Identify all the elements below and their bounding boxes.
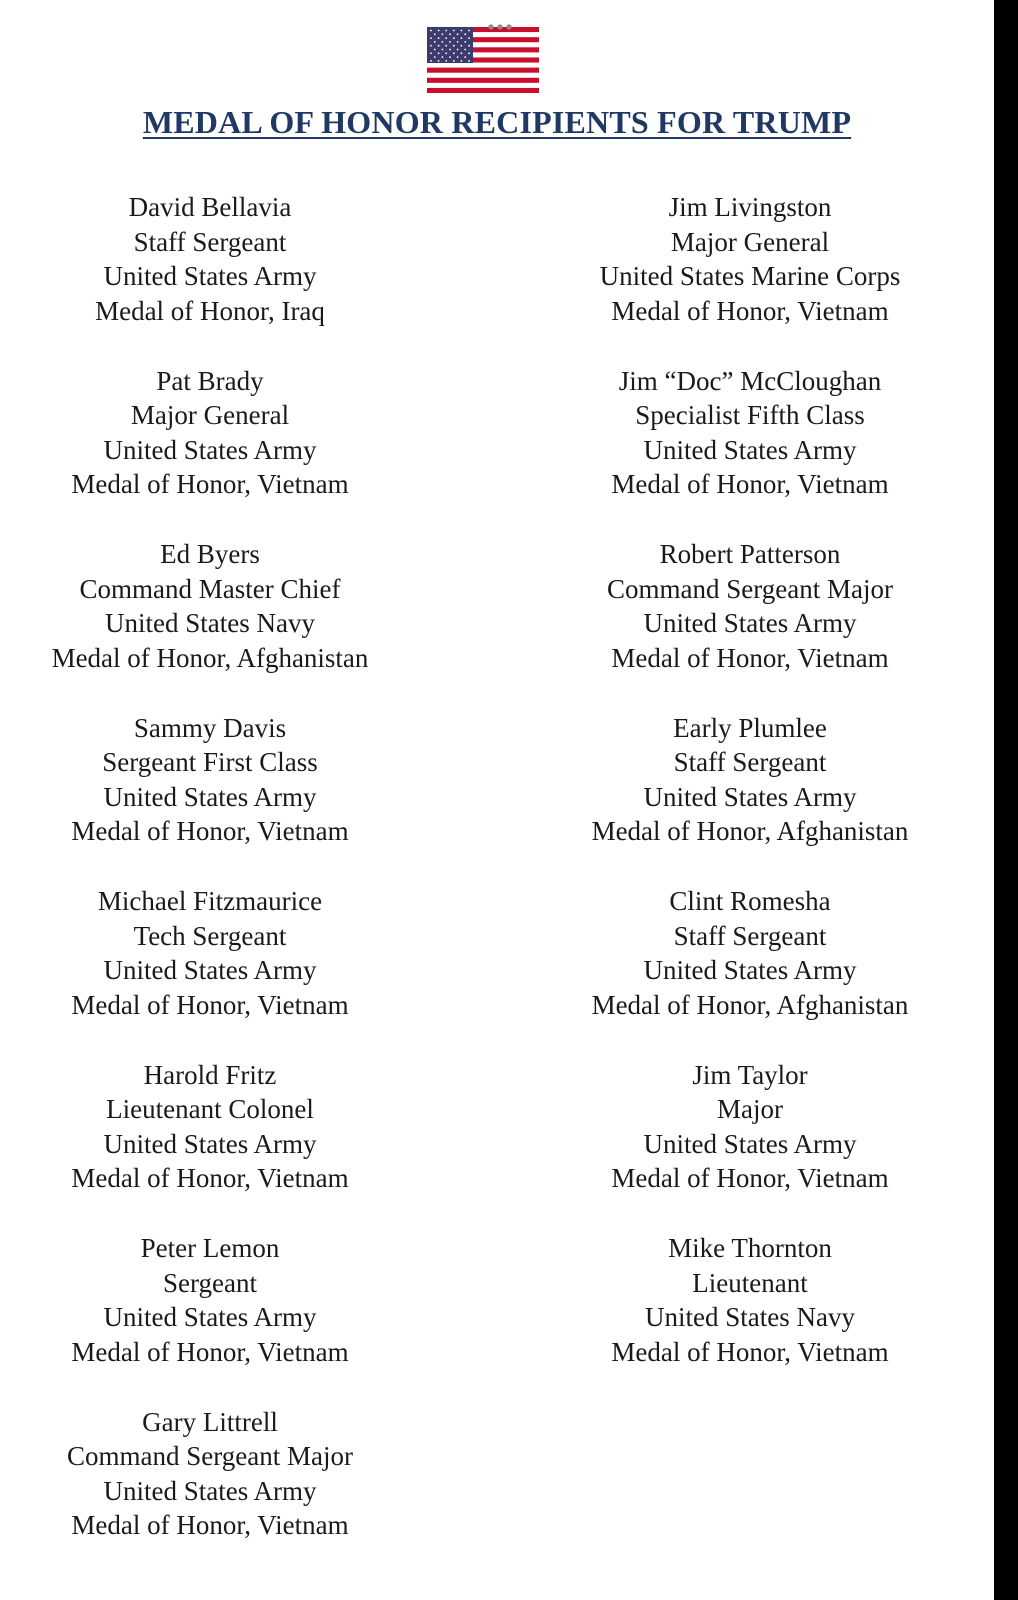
recipient-branch: United States Army: [643, 434, 857, 465]
flag-star: [468, 37, 470, 39]
flag-star: [449, 56, 451, 58]
flag-star: [453, 60, 455, 62]
recipient-entry: [0, 364, 420, 538]
flag-star: [464, 41, 466, 43]
recipient-branch: United States Army: [103, 1128, 317, 1159]
recipient-medal: Medal of Honor, Vietnam: [71, 1510, 349, 1541]
recipient-entry: [540, 884, 960, 1058]
recipient-branch: United States Army: [103, 261, 317, 292]
flag-star: [449, 49, 451, 51]
recipient-medal: Medal of Honor, Vietnam: [71, 1163, 349, 1194]
recipient-rank: Tech Sergeant: [133, 920, 287, 951]
recipient-name: David Bellavia: [128, 192, 292, 222]
flag-star: [438, 45, 440, 47]
recipient-name: Mike Thornton: [668, 1233, 832, 1263]
flag-star: [430, 30, 432, 32]
page-title: [0, 104, 994, 141]
recipient-entry: [540, 190, 960, 364]
recipient-rank: Staff Sergeant: [673, 747, 827, 778]
recipient-medal: Medal of Honor, Vietnam: [611, 642, 889, 673]
recipient-medal: Medal of Honor, Vietnam: [71, 816, 349, 847]
recipient-rank: Sergeant First Class: [102, 747, 318, 778]
us-flag-icon: [427, 24, 539, 93]
flag-star: [434, 56, 436, 58]
flag-star: [461, 60, 463, 62]
recipient-branch: United States Marine Corps: [599, 261, 901, 292]
flag-star: [468, 45, 470, 47]
flag-star: [434, 33, 436, 35]
recipient-medal: Medal of Honor, Vietnam: [71, 469, 349, 500]
flag-star: [445, 45, 447, 47]
recipient-medal: Medal of Honor, Iraq: [95, 295, 325, 326]
recipient-branch: United States Navy: [105, 608, 315, 639]
flag-star: [468, 30, 470, 32]
recipient-medal: Medal of Honor, Vietnam: [611, 469, 889, 500]
flag-star: [468, 60, 470, 62]
flag-star: [430, 60, 432, 62]
recipient-name: Jim Taylor: [692, 1059, 808, 1090]
recipient-entry: [0, 1405, 420, 1579]
recipient-medal: Medal of Honor, Afghanistan: [591, 816, 909, 847]
recipient-name: Sammy Davis: [133, 712, 287, 743]
flag-star: [442, 56, 444, 58]
recipient-branch: United States Army: [103, 1475, 317, 1506]
flag-star: [430, 37, 432, 39]
recipient-medal: Medal of Honor, Afghanistan: [591, 989, 909, 1020]
flag-star: [461, 52, 463, 54]
flag-star: [461, 30, 463, 32]
flag-star: [438, 37, 440, 39]
flag-star: [457, 41, 459, 43]
recipient-rank: Major General: [670, 226, 830, 257]
flag-star: [430, 45, 432, 47]
flag-star: [464, 56, 466, 58]
recipient-name: Jim “Doc” McCloughan: [618, 365, 882, 396]
flag-star: [461, 45, 463, 47]
recipient-entry: [540, 1231, 960, 1405]
flag-star: [457, 56, 459, 58]
recipient-entry: [540, 1058, 960, 1232]
flag-star: [453, 45, 455, 47]
recipient-branch: United States Army: [103, 434, 317, 465]
recipient-entry: [0, 711, 420, 885]
flag-star: [468, 52, 470, 54]
recipients-left-column: [0, 190, 420, 1578]
recipient-entry: [0, 1058, 420, 1232]
recipient-rank: Staff Sergeant: [133, 226, 287, 257]
recipient-branch: United States Army: [103, 781, 317, 812]
recipient-rank: Major General: [130, 400, 290, 431]
recipient-medal: Medal of Honor, Vietnam: [611, 295, 889, 326]
recipient-rank: Specialist Fifth Class: [635, 400, 865, 431]
recipient-name: Robert Patterson: [659, 539, 841, 569]
recipient-medal: Medal of Honor, Vietnam: [611, 1336, 889, 1367]
flag-stripe: [427, 68, 539, 73]
recipient-name: Early Plumlee: [673, 712, 827, 743]
recipient-medal: Medal of Honor, Vietnam: [611, 1163, 889, 1194]
recipient-name: Jim Livingston: [668, 192, 832, 222]
flag-stripe: [427, 88, 539, 93]
flag-star: [453, 37, 455, 39]
flag-star: [445, 60, 447, 62]
flag-star: [461, 37, 463, 39]
recipient-rank: Lieutenant: [692, 1267, 808, 1298]
flag-star: [442, 33, 444, 35]
recipient-entry: [0, 884, 420, 1058]
recipient-entry: [540, 711, 960, 885]
flag-star: [464, 33, 466, 35]
recipient-rank: Major: [717, 1094, 783, 1125]
recipients-right-column: [540, 190, 960, 1405]
recipient-name: Gary Littrell: [142, 1406, 278, 1437]
recipient-medal: Medal of Honor, Vietnam: [71, 1336, 349, 1367]
flag-star: [434, 41, 436, 43]
recipient-branch: United States Navy: [645, 1302, 855, 1333]
recipient-branch: United States Army: [103, 1302, 317, 1333]
recipient-name: Michael Fitzmaurice: [97, 886, 323, 916]
flag-star: [457, 49, 459, 51]
flag-star: [449, 33, 451, 35]
flag-star: [434, 49, 436, 51]
flag-star: [445, 30, 447, 32]
flag-star: [453, 30, 455, 32]
recipient-medal: Medal of Honor, Afghanistan: [51, 642, 369, 673]
flag-star: [453, 52, 455, 54]
recipient-rank: Staff Sergeant: [673, 920, 827, 951]
flag-star: [449, 41, 451, 43]
recipient-name: Peter Lemon: [140, 1233, 280, 1263]
recipient-name: Clint Romesha: [669, 886, 831, 916]
recipient-branch: United States Army: [103, 955, 317, 986]
recipient-entry: [0, 190, 420, 364]
recipient-branch: United States Army: [643, 955, 857, 986]
recipient-rank: Sergeant: [163, 1267, 257, 1298]
flag-star: [438, 30, 440, 32]
recipient-entry: [540, 364, 960, 538]
recipient-branch: United States Army: [643, 1128, 857, 1159]
flag-star: [438, 52, 440, 54]
recipient-rank: Command Master Chief: [79, 573, 341, 604]
flag-star: [445, 37, 447, 39]
recipient-medal: Medal of Honor, Vietnam: [71, 989, 349, 1020]
flag-star: [445, 52, 447, 54]
recipient-rank: Lieutenant Colonel: [106, 1094, 314, 1125]
flag-stripe: [427, 78, 539, 83]
recipient-branch: United States Army: [643, 608, 857, 639]
recipient-name: Pat Brady: [156, 365, 264, 396]
flag-star: [442, 49, 444, 51]
flag-star: [438, 60, 440, 62]
flag-star: [430, 52, 432, 54]
recipient-rank: Command Sergeant Major: [67, 1441, 353, 1472]
flag-star: [457, 33, 459, 35]
flag-star: [464, 49, 466, 51]
recipient-entry: [0, 1231, 420, 1405]
flag-star: [442, 41, 444, 43]
recipient-entry: [0, 537, 420, 711]
recipient-branch: United States Army: [643, 781, 857, 812]
recipient-name: Ed Byers: [160, 539, 260, 569]
page-title-text: MEDAL OF HONOR RECIPIENTS FOR TRUMP: [142, 104, 852, 140]
recipient-entry: [540, 537, 960, 711]
recipient-rank: Command Sergeant Major: [607, 573, 893, 604]
recipient-name: Harold Fritz: [143, 1059, 277, 1090]
